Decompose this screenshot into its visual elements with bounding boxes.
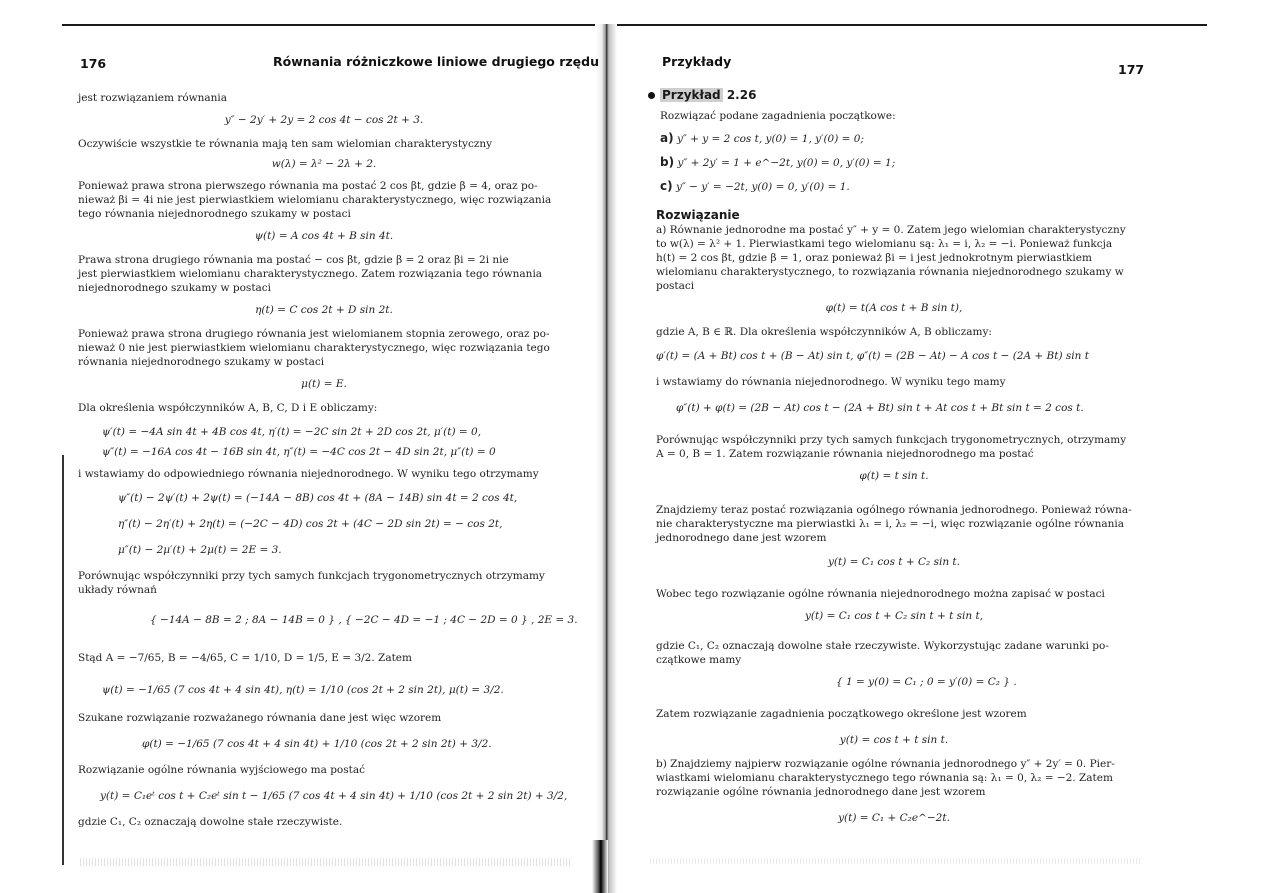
task-item	[660, 132, 864, 146]
book-spine-foot	[592, 840, 608, 893]
text-line: Dla określenia współczynników A, B, C, D i E obliczamy:	[78, 402, 378, 414]
equation: y″ − y′ = −2t, y(0) = 0, y′(0) = 1.	[675, 181, 850, 193]
equation: η″(t) − 2η′(t) + 2η(t) = (−2C − 4D) cos 2t + (4C − 2D sin 2t) = − cos 2t,	[118, 518, 503, 530]
text-line: Szukane rozwiązanie rozważanego równania dane jest więc wzorem	[78, 712, 442, 724]
equation: y″ + 2y′ = 1 + e^−2t, y(0) = 0, y′(0) = 1;	[677, 157, 896, 169]
equation: φ(t) = t(A cos t + B sin t),	[825, 302, 963, 314]
text-line: jest pierwiastkiem wielomianu charakterystycznego. Zatem rozwiązania tego równania	[78, 268, 543, 280]
text-line: a) Równanie jednorodne ma postać y″ + y = 0. Zatem jego wielomian charakterystyczny	[656, 224, 1126, 236]
text-line: Znajdziemy teraz postać rozwiązania ogólnego równania jednorodnego. Ponieważ równa-	[656, 504, 1132, 516]
book-spine-shadow	[595, 24, 617, 893]
equation: y″ + y = 2 cos t, y(0) = 1, y′(0) = 0;	[676, 133, 865, 145]
equation: φ(t) = t sin t.	[859, 470, 929, 482]
task-item	[660, 156, 895, 170]
text-line: i wstawiamy do odpowiedniego równania niejednorodnego. W wyniku tego otrzymamy	[78, 468, 539, 480]
scan-noise-right	[650, 858, 1140, 864]
text-line: jednorodnego dane jest wzorem	[656, 532, 827, 544]
text-line: Ponieważ prawa strona drugiego równania jest wielomianem stopnia zerowego, oraz po-	[78, 328, 550, 340]
equation: φ′(t) = (A + Bt) cos t + (B − At) sin t, φ″(t) = (2B − At) − A cos t − (2A + Bt) sin t	[656, 350, 1089, 362]
text-line: gdzie C₁, C₂ oznaczają dowolne stałe rzeczywiste.	[78, 816, 343, 828]
equation: ψ′(t) = −4A sin 4t + 4B cos 4t, η′(t) = −2C sin 2t + 2D cos 2t, μ′(t) = 0,	[102, 426, 482, 438]
left-running-head: Równania różniczkowe liniowe drugiego rzędu	[273, 54, 599, 69]
equation: y(t) = C₁ cos t + C₂ sin t.	[827, 556, 960, 568]
task-item	[660, 180, 850, 194]
right-running-head: Przykłady	[662, 54, 732, 69]
text-line: czątkowe mamy	[656, 654, 742, 666]
item-label: c)	[660, 179, 673, 193]
text-line: wielomianu charakterystycznego, to rozwiązania równania niejednorodnego szukamy w	[656, 266, 1124, 278]
bullet-icon	[648, 92, 655, 99]
text-line: postaci	[656, 280, 695, 292]
equation-line: Stąd A = −7/65, B = −4/65, C = 1/10, D = 1/5, E = 3/2. Zatem	[78, 652, 412, 664]
text-line: nieważ 0 nie jest pierwiastkiem wielomianu charakterystycznego, więc rozwiązania tego	[78, 342, 550, 354]
equation: ψ(t) = −1/65 (7 cos 4t + 4 sin 4t), η(t) = 1/10 (cos 2t + 2 sin 2t), μ(t) = 3/2.	[102, 684, 504, 696]
text-line: to w(λ) = λ² + 1. Pierwiastkami tego wielomianu są: λ₁ = i, λ₂ = −i. Ponieważ funkcja	[656, 238, 1113, 250]
item-label: a)	[660, 131, 674, 145]
text-line: Porównując współczynniki przy tych samych funkcjach trygonometrycznych otrzymamy	[78, 570, 545, 582]
equation: φ(t) = −1/65 (7 cos 4t + 4 sin 4t) + 1/10 (cos 2t + 2 sin 2t) + 3/2.	[142, 738, 492, 750]
equation-system: { 1 = y(0) = C₁ ; 0 = y′(0) = C₂ } .	[836, 676, 1017, 688]
text-line: niejednorodnego szukamy w postaci	[78, 282, 272, 294]
equation: μ(t) = E.	[301, 378, 347, 390]
equation: μ″(t) − 2μ′(t) + 2μ(t) = 2E = 3.	[118, 544, 282, 556]
text-line: Prawa strona drugiego równania ma postać − cos βt, gdzie β = 2 oraz βi = 2i nie	[78, 254, 509, 266]
left-edge-shadow	[62, 455, 64, 865]
text-line: Rozwiązać podane zagadnienia początkowe:	[660, 110, 896, 122]
top-rule	[62, 24, 1207, 26]
text-line: równania niejednorodnego szukamy w postaci	[78, 356, 325, 368]
scan-noise-left	[80, 858, 570, 866]
text-line: rozwiązanie ogólne równania jednorodnego dane jest wzorem	[656, 786, 986, 798]
equation: y(t) = C₁ cos t + C₂ sin t + t sin t,	[804, 610, 984, 622]
text-line: tego równania niejednorodnego szukamy w postaci	[78, 208, 351, 220]
equation: w(λ) = λ² − 2λ + 2.	[271, 158, 377, 170]
text-line: Ponieważ prawa strona pierwszego równania ma postać 2 cos βt, gdzie β = 4, oraz po-	[78, 180, 538, 192]
text-line: Porównując współczynniki przy tych samych funkcjach trygonometrycznych, otrzymamy	[656, 434, 1127, 446]
equation: η(t) = C cos 2t + D sin 2t.	[255, 304, 393, 316]
example-heading	[648, 88, 756, 102]
equation: ψ″(t) = −16A cos 4t − 16B sin 4t, η″(t) = −4C cos 2t − 4D sin 2t, μ″(t) = 0	[102, 446, 496, 458]
text-line: b) Znajdziemy najpierw rozwiązanie ogólne równania jednorodnego y″ + 2y′ = 0. Pier-	[656, 758, 1115, 770]
text-line: jest rozwiązaniem równania	[78, 92, 228, 104]
item-label: b)	[660, 155, 675, 169]
right-page-number: 177	[1118, 62, 1145, 77]
text-line: nieważ βi = 4i nie jest pierwiastkiem wielomianu charakterystycznego, więc rozwiązania	[78, 194, 552, 206]
left-page-number: 176	[80, 56, 107, 71]
text-line: h(t) = 2 cos βt, gdzie β = 1, oraz ponieważ βi = i jest jednokrotnym pierwiastkiem	[656, 252, 1092, 264]
equation: ψ″(t) − 2ψ′(t) + 2ψ(t) = (−14A − 8B) cos 4t + (8A − 14B) sin 4t = 2 cos 4t,	[118, 492, 518, 504]
equation: y(t) = C₁eᵗ cos t + C₂eᵗ sin t − 1/65 (7 cos 4t + 4 sin 4t) + 1/10 (cos 2t + 2 sin 2t) + 3/2,	[100, 790, 568, 802]
text-line: Rozwiązanie ogólne równania wyjściowego ma postać	[78, 764, 365, 776]
text-line: gdzie C₁, C₂ oznaczają dowolne stałe rzeczywiste. Wykorzystując zadane warunki po-	[656, 640, 1109, 652]
text-line: gdzie A, B ∈ ℝ. Dla określenia współczynników A, B obliczamy:	[656, 326, 992, 338]
text-line: Oczywiście wszystkie te równania mają ten sam wielomian charakterystyczny	[78, 138, 493, 150]
equation: y(t) = cos t + t sin t.	[839, 734, 949, 746]
equation: ψ(t) = A cos 4t + B sin 4t.	[254, 230, 394, 242]
text-line: Zatem rozwiązanie zagadnienia początkowego określone jest wzorem	[656, 708, 1027, 720]
equation: y(t) = C₁ + C₂e^−2t.	[838, 812, 950, 824]
example-number: 2.26	[726, 88, 757, 102]
equation: y″ − 2y′ + 2y = 2 cos 4t − cos 2t + 3.	[224, 114, 424, 126]
text-line: wiastkami wielomianu charakterystycznego tego równania są: λ₁ = 0, λ₂ = −2. Zatem	[656, 772, 1113, 784]
text-line: i wstawiamy do równania niejednorodnego. W wyniku tego mamy	[656, 376, 1006, 388]
text-line: nie charakterystyczne ma pierwiastki λ₁ = i, λ₂ = −i, więc rozwiązanie ogólne równania	[656, 518, 1125, 530]
text-line: Wobec tego rozwiązanie ogólne równania niejednorodnego można zapisać w postaci	[656, 588, 1105, 600]
text-line: układy równań	[78, 584, 157, 596]
solution-heading: Rozwiązanie	[656, 208, 740, 222]
text-line: A = 0, B = 1. Zatem rozwiązanie równania niejednorodnego ma postać	[656, 448, 1034, 460]
example-label: Przykład	[662, 88, 721, 102]
equation: φ″(t) + φ(t) = (2B − At) cos t − (2A + Bt) sin t + At cos t + Bt sin t = 2 cos t.	[676, 402, 1084, 414]
equation-system: { −14A − 8B = 2 ; 8A − 14B = 0 } , { −2C − 4D = −1 ; 4C − 2D = 0 } , 2E = 3.	[150, 614, 578, 626]
